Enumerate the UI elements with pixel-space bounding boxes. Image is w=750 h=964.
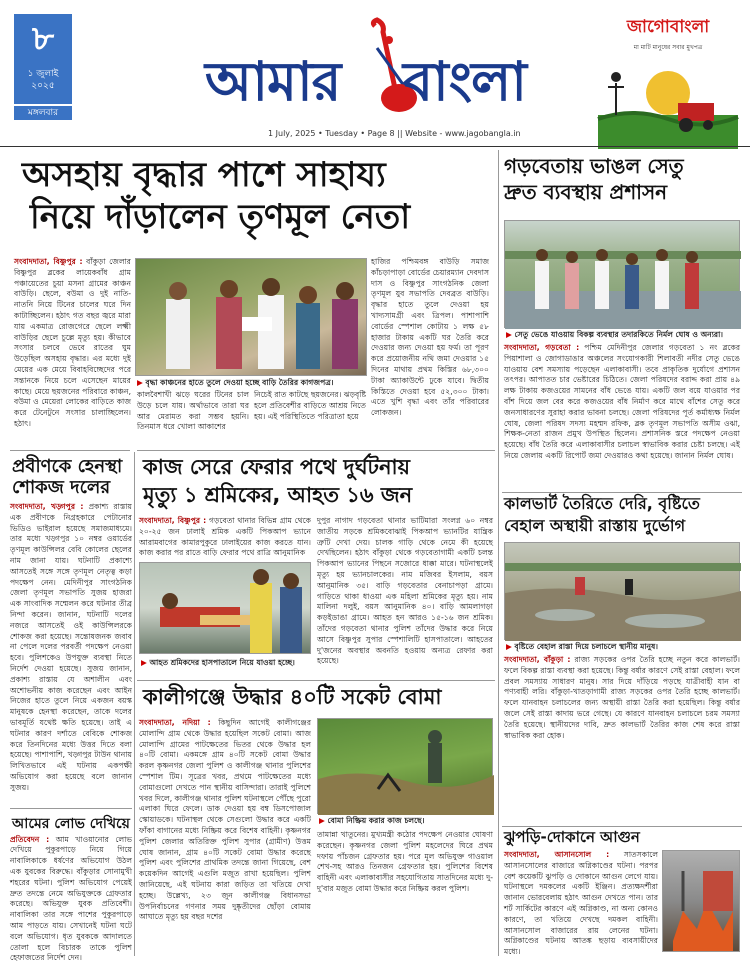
column-divider-left xyxy=(134,452,135,956)
bombs-photo xyxy=(317,718,493,814)
right-story1-photo xyxy=(504,220,740,328)
page-number: ৮ xyxy=(31,19,55,59)
right-story1-caption: ▶ সেতু ভেঙে যাওয়ায় বিকল্প ব্যবস্থার তদারকিতে নির্মল ঘোষ ও অন্যরা। xyxy=(506,330,723,339)
left-column-top-rule xyxy=(10,450,130,451)
lead-headline-line2: নিয়ে দাঁড়ালেন তৃণমূল নেতা xyxy=(30,197,411,237)
accident-column-2: দুপুর নাগাদ গড়বেতা থানার ভাটিমারা সংলগ্ন ৬০ নম্বর জাতীয় সড়কে শ্রমিকবোঝাই পিকআপ ভ্যানটির যান্ত্রিক ত্রুটি দেখা দেয়। চালক গাড়ি থেকে নেমে কী হয়েছে দেখছিলেন। হঠাৎ বাঁকুড়া থেকে গড়বেতাগামী একটি চলন্ত পিকআপ ভ্যানের পিছনে সজোরে ধাক্কা মারে। ঘটনাস্থলেই মৃত্যু হয় ভ্যানচালকের। নাম মজিবর ইসলাম, বয়স আনুমানিক ৩৫। বাড়ি গড়বেতার বেনাচাপড়া গ্রামে। গাড়িতে থাকা ধাওয়া এক মহিলা শ্রমিকের মৃত্যু হয়। নাম মালিনা দলুই, বয়স আনুমানিক ৪০। বাড়ি আমলাগড়া কড়ইডাঙা গ্রামে। আহত হন আরও ১৫-১৬ জন শ্রমিক। তাঁদের গড়বেতা থানার পুলিশ তাঁদের উদ্ধার করে নিয়ে আসে বিষ্ণুপুর সুপার স্পেশালিটি হাসপাতালে। আহতের দু'জনের অবস্থার অবনতি হওয়ায় অন্যত্র রেফার করা হয়েছে। xyxy=(317,516,493,666)
lead-text-1: বাঁকুড়া জেলার বিষ্ণুপুর ব্লকের লায়েকবাঁধ গ্রাম পঞ্চায়েতের চুয়া মসনা গ্রামের কাঞ্চন বাউড়ি। ছেলে, বউমা ও দুই নাতি-নাতনি নিয়ে টিনের চালের ঘরে দিন কাটাচ্ছিলেন। হঠাৎ গত বছর জ্বরে মারা যায় একমাত্র রোজগেরে ছেলে লক্ষ্মী বাউড়ির ছেলে চুল্লে মৃত্যু হয়। কীভাবে সংসার চলবে ভেবে রাতের ঘুম উড়েছিল অসহায় বৃদ্ধার। এর মধ্যে দুই মেয়ের এক মেয়ে বিবাহবিচ্ছেদের পরে সন্তানকে নিয়ে চলে এসেছেন মায়ের কাছে। মেয়ে ছয়জনের পরিবারে কাঞ্চন, বউমা ও মেয়েরা লোকের বাড়িতে কাজ করে টেনেটুনে সংসার চালাচ্ছিলেন। হঠাৎ। xyxy=(14,257,131,428)
right-story2-caption: ▶ বৃষ্টিতে বেহাল রাস্তা দিয়ে চলাচলে স্থানীয় মানুষ। xyxy=(506,642,658,651)
accident-headline-line2: মৃত্যু ১ শ্রমিকের, আহত ১৬ জন xyxy=(143,483,413,507)
page-number-box xyxy=(14,14,72,104)
right-column xyxy=(502,150,742,956)
right-story1-headline-line2: দ্রুত ব্যবস্থায় প্রশাসন xyxy=(504,180,668,204)
right-story2-headline-line1: কালভার্ট তৈরিতে দেরি, বৃষ্টিতে xyxy=(504,494,700,513)
bombs-top-rule xyxy=(137,680,495,681)
weekday: মঙ্গলবার xyxy=(14,106,72,120)
masthead xyxy=(0,0,750,150)
accident-headline-line1: কাজ সেরে ফেরার পথে দুর্ঘটনায় xyxy=(143,455,410,479)
accident-photo xyxy=(139,562,311,654)
caption-bullet-icon: ▶ xyxy=(506,642,512,651)
bombs-column-2: তামান্না খাতুনের। মুখ্যমন্ত্রী কঠোর পদক্ষেপ নেওয়ার ঘোষণা করেছেন। কৃষ্ণনগর জেলা পুলিশ মহলেদের ঘিরে প্রথম দফায় পাঁচজন গ্রেফতার হয়। পরে মূল অভিযুক্ত গাওয়াল শেখ-সহ আরও তিনজন গ্রেফতার হয়। পুলিশের বিশেষ বাহিনী এবং এলাকাবাসীর সহযোগিতায় সাতদিনের মধ্যে দু-দু'বার মজুত বোমা উদ্ধার করে নিষ্ক্রিয় করল পুলিশ। xyxy=(317,830,493,893)
lead-headline-line1: অসহায় বৃদ্ধার পাশে সাহায্য xyxy=(22,155,386,195)
bombs-headline: কালীগঞ্জে উদ্ধার ৪০টি সকেট বোমা xyxy=(143,685,442,709)
right-story3-headline: ঝুপড়ি-দোকানে আগুন xyxy=(504,828,640,846)
masthead-rule xyxy=(0,146,750,147)
right-story1-body: সংবাদদাতা, গড়বেতা : পশ্চিম মেদিনীপুর জেলার গড়বেতা ১ নং ব্লকের পিয়াশালা ও জোগাডাঙার অঞ্চলের সংযোগকারী শিলাবতী নদীর সেতু ভেঙে যাওয়ায় বেশ সমস্যায় পড়েছেন এলাকাবাসী। তবে প্রাকৃতিক দুর্যোগে প্রশাসন তৎপর। আপাতত চার ভেষ্টারের চিঠিতে। জেলা পরিষদের বরাদ্দ করা প্রায় ৪৯ লক্ষ টাকায় কজওয়ের সামনের বাঁধ ভেঙে যায়। একটি জল বয়ে যাওয়ার পর বাঁশ দিয়ে জল বের করে কজওয়ের বাঁধ নির্মাণ করে মাথে বাঁশের সেতু করে জনসাধারণের সুরাহা করার ভাবনা চলছে। জেলা পরিষদের পূর্ত কর্মাধ্যক্ষ নির্মল ঘোষ, জেলা পরিষদ সদস্য মহম্মদ রফিক, ব্লক তৃণমূল সভাপতি অসীম ওঝা, শিক্ষক-নেতা রাজন প্রমুখ উপস্থিত ছিলেন। প্রশাসনিক স্তরে পদক্ষেপ নেওয়া হয়েছে। বাঁধ তৈরি করে এলাকাবাসীর চলাচল স্বাভাবিক করার চেষ্টা চলছে। এই নিয়ে জেলায় একটি রিপোর্ট জমা দেওয়ারও কথা হয়েছে। জানান নির্মল ঘোষ। xyxy=(504,343,740,460)
promo-title: জাগোবাংলা xyxy=(626,17,710,37)
bombs-photo-caption: ▶ বোমা নিষ্ক্রিয় করার কাজ চলছে। xyxy=(319,816,425,825)
lead-byline: সংবাদদাতা, বিষ্ণুপুর : xyxy=(14,257,83,266)
logo xyxy=(205,18,565,118)
column-divider-right xyxy=(498,150,499,956)
right-story3-body: সংবাদদাতা, আসানসোল : সাতসকালে আসানসোলের বাজারে অগ্নিকাণ্ডের ঘটনা। পরপর বেশ কয়েকটি ঝুপড়ি ও দোকানে আগুন লেগে যায়। ঘটনাস্থলে দমকলের একটি ইঞ্জিন। প্রত্যক্ষদর্শীরা জানান ভোরবেলায় হঠাৎ আগুন দেখতে পান। তার শর্ট সার্কিটের কারণে এই অগ্নিকাণ্ড, না অন্য কোনও কারণে, তা খতিয়ে দেখছে দমকল বাহিনী। আসানসোল বাজারের রায় লেনের ঘটনা। অগ্নিকাণ্ডের ঘটনায় আতঙ্ক ছড়ায় ব্যবসায়ীদের মধ্যে। xyxy=(504,850,658,957)
right-story2-body: সংবাদদাতা, বাঁকুড়া : রাজ্য সড়কের ওপর তৈরি হচ্ছে নতুন করে কালভার্ট। ফলে বিকল্প রাস্তা ব্যবস্থা করা হয়েছে। কিন্তু বর্ষার কারণে সেই রাস্তা বেহাল। ফলে প্রবল সমস্যায় সাধারণ মানুষ। সার দিয়ে দাঁড়িয়ে পড়ছে যাত্রীবাহী যান বা পণ্যবাহী লরি। বাঁকুড়া-খাতড়াগামী রাজ্য সড়কের ওপর তৈরি হচ্ছে কালভার্ট। ফলে যানবাহন চলাচলের জন্য অস্থায়ী রাস্তা তৈরি করা হয়েছিল। কিন্তু বর্ষার জলে সেই রাস্তা কাদায় ভরে গেছে। যে কারণে যানবাহন চলাচলে চরম সমস্যা তৈরি হয়েছে। স্থানীয়দের দাবি, দ্রুত কালভার্ট তৈরির কাজ শেষ করে রাস্তা স্বাভাবিক করা হোক। xyxy=(504,655,740,740)
right-story2-headline-line2: বেহাল অস্থায়ী রাস্তায় দুর্ভোগ xyxy=(504,516,686,535)
caption-bullet-icon: ▶ xyxy=(141,658,147,667)
logo-text-right: বাংলা xyxy=(403,50,526,113)
right-rule-1 xyxy=(502,492,742,493)
caption-bullet-icon: ▶ xyxy=(137,378,143,387)
right-story3-photo xyxy=(662,850,740,952)
lead-column-3: হাজির পশ্চিমবঙ্গ বাউড়ি সমাজ কাঁচড়াপাড়া বোর্ডের চেয়ারম্যান দেবদাস দাস ও বিষ্ণুপুর সাংগঠনিক জেলা তৃণমূল যুব সভাপতি দেবব্রত বাউড়ি। বৃদ্ধার হাতে তুলে দেওয়া হয় খাদ্যসামগ্রী এবং ত্রিপল। পাশাপাশি বোর্ডের স্পেশাল কোটায় ১ লক্ষ ৫৮ হাজার টাকায় একটি ঘর তৈরি করে দেওয়ার জন্য দেওয়া হয় ফর্ম। তা পূরণ করে প্রয়োজনীয় নথি জমা দেওয়ার ১৫ দিনের মাথায় প্রথম কিস্তির ৬৮,৩০০ টাকা অ্যাকাউন্টে ঢুকে যাবে। দ্বিতীয় কিস্তিতে দেওয়া হবে ৫২,৩০০ টাকা। এতে খুশি বৃদ্ধা এবং তাঁর পরিবারের লোকজন। xyxy=(371,257,489,418)
date-line: ১ জুলাই ২০২৫ xyxy=(27,69,59,91)
left-column xyxy=(10,452,132,963)
info-line: 1 July, 2025 • Tuesday • Page 8 || Website - www.jagobangla.in xyxy=(268,129,521,138)
accident-photo-caption: ▶ আহত শ্রমিকদের হাসপাতালে নিয়ে যাওয়া হচ্ছে। xyxy=(141,658,295,667)
bombs-story xyxy=(137,682,495,956)
right-story1-headline-line1: গড়বেতায় ভাঙল সেতু xyxy=(504,154,684,178)
left-story2-body: প্রতিবেদন : আম খাওয়ানোর লোভ দেখিয়ে পুকুরপাড়ে নিয়ে গিয়ে নাবালিকাকে ধর্ষণের অভিযোগ উঠল এক যুবকের বিরুদ্ধে। বাঁকুড়ার সোনামুখী শহরের ঘটনা। পুলিশ অভিযোগ পেয়েই দ্রুত তদন্তে নেমে অভিযুক্তকে গ্রেফতার করেছে। অভিযুক্ত যুবক প্রতিবেশী। নাবালিকা তার সঙ্গে পাশের পুকুরপাড়ে আম পাড়তে যায়। সেখানেই ঘটনা ঘটে বলে অভিযোগ। ধৃত যুবককে আদালতে তোলা হলে বিচারক তাকে পুলিশ হেফাজতের নির্দেশ দেন। xyxy=(10,834,132,963)
bombs-column-1: সংবাদদাতা, নদিয়া : কিছুদিন আগেই কালীগঞ্জের মোলান্দি গ্রাম থেকে উদ্ধার হয়েছিল সকেট বোমা। আজ মোলান্দি গ্রামের পাটক্ষেতের ভিতর থেকে উদ্ধার হল ৪০টি বোমা। একমঙ্গে গ্রাম ৪০টি সকেট বোমা উদ্ধার করল কৃষ্ণনগর জেলা পুলিশ ও কালীগঞ্জ থানার পুলিশের স্পেশাল টিম। সূত্রের খবর, প্রথমে পাটক্ষেতের মধ্যে বোমাগুলো দেখতে পান স্থানীয় বাসিন্দারা। তারাই পুলিশে খবর দিলে, কালীগঞ্জ থানার পুলিশ ঘটনাস্থলে পৌঁছে পুরো এলাকা ঘিরে ফেলে। ডাক দেওয়া হয় বম্ব ডিসপোজাল স্কোয়াডকে। ঘটনাস্থল থেকে সেগুলো উদ্ধার করে একটি ফাঁকা বাগানের মধ্যে নিষ্ক্রিয় করে বিশেষ বাহিনী। কৃষ্ণনগর পুলিশ জেলার অতিরিক্ত পুলিশ সুপার (গ্রামীণ) উত্তম ঘোষ জানান, গ্রাম ৪০টি সকেট বোমা উদ্ধার করেছে পুলিশ এবং পুলিশের প্রাথমিক তদন্তে জানা গিয়েছে, বেশ কয়েকদিন আগেই এগুলি মজুত রাখা হয়েছিল। পুলিশ জানিয়েছে, এই ঘটনায় কারা জড়িত তা খতিয়ে দেখা হচ্ছে। উল্লেখ্য, ২৩ জুন কালীগঞ্জ বিধানসভা উপনির্বাচনের গণনার সময় দুষ্কৃতীদের ছোঁড়া বোমায় আঘাতে মৃত্যু হয় বছর দশের xyxy=(139,718,312,922)
caption-bullet-icon: ▶ xyxy=(319,816,325,825)
right-rule-2 xyxy=(502,826,742,827)
accident-top-rule xyxy=(137,450,495,451)
promo-tagline: মা মাটি মানুষের সবার মুখপত্র xyxy=(633,44,703,51)
lead-story xyxy=(0,150,497,450)
farm-illustration-icon xyxy=(598,53,738,149)
lead-column-2b: নিচেই রাত কাটছে ছয়জনের। ঝড়বৃষ্টি হলে প্রতিবেশীর বাড়িতে আশ্রয় নিতে হয়। এই পরিস্থিতিতে পরিত্রাতা হয়ে xyxy=(254,390,366,421)
accident-story xyxy=(137,452,495,680)
logo-text-left: আমার xyxy=(205,50,341,113)
accident-column-1: সংবাদদাতা, বিষ্ণুপুর : গড়বেতা থানার বিভিন্ন গ্রাম থেকে ২০-২৫ জন ঢালাই শ্রমিক একটি পিকআপ ভ্যানে আরামবাগের কামারপুকুরে ঢালাইয়ের কাজ করতে যান। কাজ করার পর রাতে বাড়ি ফেরার পথে রাত্রি আনুমানিক xyxy=(139,516,311,558)
left-story1-headline: প্রবীণকে হেনস্থা শোকজ দলের xyxy=(12,456,123,498)
promo-box xyxy=(598,14,738,142)
lead-column-1 xyxy=(14,257,131,447)
lead-photo-caption: ▶ বৃদ্ধা কাঞ্চনের হাতে তুলে দেওয়া হচ্ছে বাড়ি তৈরির কাগজপত্র। xyxy=(137,378,334,387)
lead-photo xyxy=(135,258,367,376)
left-story2-headline: আমের লোভ দেখিয়ে xyxy=(10,808,132,835)
caption-bullet-icon: ▶ xyxy=(506,330,512,339)
right-story2-photo xyxy=(504,542,740,640)
lead-column-2a: কালবৈশাখী ঝড়ে ঘরের টিনের চাল উড়ে চলে যায়। অর্থাভাবে তারা ঘর আর মেরামত করা সম্ভব হয়নি। তিনমাস ধরে খোলা আকাশের xyxy=(137,390,249,432)
left-story1-body: সংবাদদাতা, খড়্গপুর : প্রকাশ্য রাস্তায় এক প্রবীণকে নিগ্রহকারে পেটানোর ভিডিও ভাইরাল হয়েছে সমাজমাধ্যমে। তার মধ্যে খড়্গপুর ১০ নম্বর ওয়ার্ডের তৃণমূল কাউন্সিলর বেবি কোলের ছেলের নাম জানা যায়। ঘটনাটি প্রকাশ্যে আসতেই সঙ্গে সঙ্গে তৃণমূল নেতৃত্ব কড়া পদক্ষেপ নেন। মেদিনীপুর সাংগঠনিক জেলা তৃণমূল সভাপতি সুজয় হাজরা এক সাংবাদিক সম্মেলন করে ঘটনার তীব্র নিন্দা করেন। জানান, ঘটনাটি দলের নজরে আসতেই ওই কাউন্সিলরকে শোকজ করা হয়েছে। সন্তোষজনক জবাব না পেলে দলের পরবর্তী পদক্ষেপ নেওয়া হবে। পুলিশকেও উপযুক্ত ব্যবস্থা নিতে নির্দেশ দেওয়া হয়েছে। সুজয় জানান, প্রকাশ্য রাস্তায় যে অশালীন এবং অশোভনীয় কাজ করেছেন এবং আইন নিজের হাতে তুলে নিয়ে একজন বয়স্ক মানুষকে হেনস্থা করেছেন, তাকে দলের ভাবমূর্তি যথেষ্ট ক্ষতি হয়েছে। তাই এ ঘটনার কারণ দর্শাতে বেবিকে শোকজ করে তিনদিনের মধ্যে উত্তর দিতে বলা হয়েছে। পাশাপাশি, খড়্গপুর টাউন থানায় লিখিতভাবে এই ঘটনায় একপক্ষী অভিযোগ করা হয়েছে বলে জানান সুজয়। xyxy=(10,502,132,792)
